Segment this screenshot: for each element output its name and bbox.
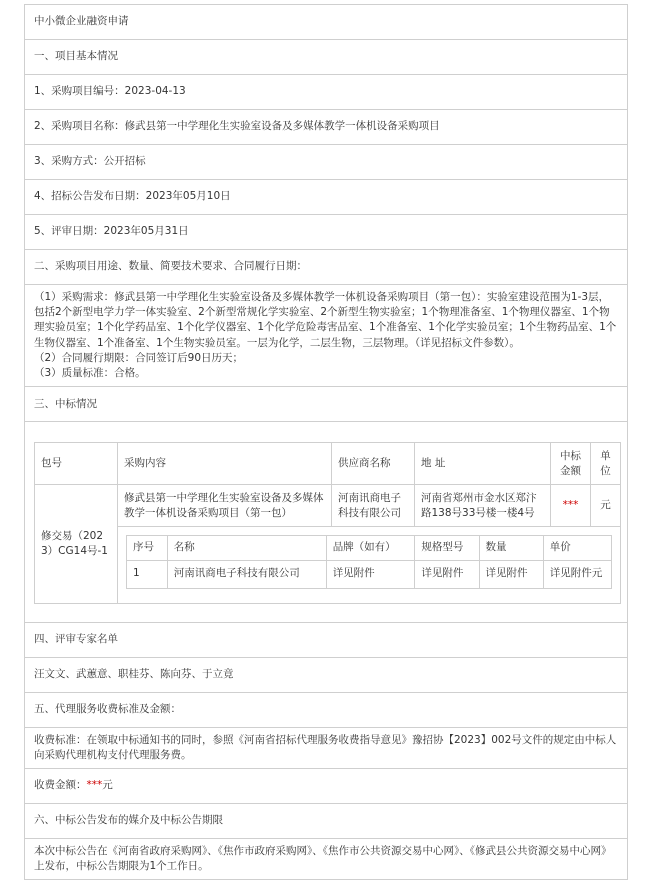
- fee-standard: 收费标准：在领取中标通知书的同时，参照《河南省招标代理服务收费指导意见》豫招协【2023】002号文件的规定由中标人向采购代理机构支付代理服务费。: [25, 727, 628, 768]
- expert-names: 汪文文、武蕙意、职桂芬、陈向芬、于立竟: [25, 657, 628, 692]
- section-3-heading: 三、中标情况: [25, 387, 628, 422]
- header-package: 包号: [35, 443, 118, 485]
- detail-header-model: 规格型号: [415, 536, 479, 560]
- header-address: 地 址: [415, 443, 551, 485]
- project-number: 1、采购项目编号：2023-04-13: [25, 75, 628, 110]
- requirements-paragraph: （1）采购需求：修武县第一中学理化生实验室设备及多媒体教学一体机设备采购项目（第一包）：实验室建设范围为1-3层，包括2个新型电学力学一体实验室、2个新型常规化学实验室、2个新型生物实验室；1个物理准备室、1个物理仪器室、1个物理实验员室；1个化学药品室、1个化学仪器室、1个化学危险毒害品室、1个准备室、1个化学实验员室；1个生物药品室、1个生物仪器室、1个准备室、1个生物实验员室。一层为化学，二层生物，三层物理。（详见招标文件参数）。: [34, 291, 617, 349]
- fee-amount-label: 收费金额：: [34, 779, 87, 792]
- detail-qty: 详见附件: [479, 560, 543, 588]
- fee-amount-value: ***: [86, 779, 103, 792]
- section-2-heading: 二、采购项目用途、数量、简要技术要求、合同履行日期：: [25, 250, 628, 285]
- header-unit: 单位: [591, 443, 621, 485]
- document-title: 中小微企业融资申请: [25, 5, 628, 40]
- detail-header-price: 单价: [543, 536, 611, 560]
- award-header-row: [35, 443, 621, 485]
- detail-brand: 详见附件: [326, 560, 415, 588]
- detail-cell: [118, 527, 621, 603]
- section-1-heading: 一、项目基本情况: [25, 40, 628, 75]
- header-amount: 中标金额: [551, 443, 591, 485]
- package-number: 修交易（2023）CG14号-1: [35, 485, 118, 603]
- announcement-page: [24, 4, 628, 880]
- detail-no: 1: [127, 560, 168, 588]
- award-detail-row: [35, 527, 621, 603]
- detail-header-row: [127, 536, 612, 560]
- award-content: 修武县第一中学理化生实验室设备及多媒体教学一体机设备采购项目（第一包）: [118, 485, 332, 527]
- review-date: 5、评审日期：2023年05月31日: [25, 215, 628, 250]
- project-name: 2、采购项目名称：修武县第一中学理化生实验室设备及多媒体教学一体机设备采购项目: [25, 110, 628, 145]
- detail-price: 详见附件元: [543, 560, 611, 588]
- publication-media: 本次中标公告在《河南省政府采购网》、《焦作市政府采购网》、《焦作市公共资源交易中心网》、《修武县公共资源交易中心网》上发布，中标公告期限为1个工作日。: [25, 838, 628, 879]
- section-4-heading: 四、评审专家名单: [25, 622, 628, 657]
- award-data-row: [35, 485, 621, 527]
- section-5-heading: 五、代理服务收费标准及金额：: [25, 692, 628, 727]
- detail-header-qty: 数量: [479, 536, 543, 560]
- header-content: 采购内容: [118, 443, 332, 485]
- contract-period: （2）合同履行期限：合同签订后90日历天；: [34, 351, 244, 364]
- award-table: [34, 442, 621, 603]
- tender-publish-date: 4、招标公告发布日期：2023年05月10日: [25, 180, 628, 215]
- quality-standard: （3）质量标准：合格。: [34, 367, 146, 380]
- fee-amount-unit: 元: [102, 779, 113, 792]
- award-amount: ***: [551, 485, 591, 527]
- announcement-table: [24, 4, 628, 880]
- requirements-block: [25, 285, 628, 387]
- detail-header-no: 序号: [127, 536, 168, 560]
- detail-table: [126, 535, 612, 588]
- procurement-method: 3、采购方式：公开招标: [25, 145, 628, 180]
- header-supplier: 供应商名称: [332, 443, 415, 485]
- fee-amount-row: [25, 768, 628, 803]
- detail-model: 详见附件: [415, 560, 479, 588]
- award-cell: [25, 422, 628, 622]
- detail-row: [127, 560, 612, 588]
- detail-header-name: 名称: [167, 536, 326, 560]
- supplier-name: 河南讯商电子科技有限公司: [332, 485, 415, 527]
- award-unit: 元: [591, 485, 621, 527]
- detail-header-brand: 品牌（如有）: [326, 536, 415, 560]
- detail-name: 河南讯商电子科技有限公司: [167, 560, 326, 588]
- supplier-address: 河南省郑州市金水区郑汴路138号33号楼一楼4号: [415, 485, 551, 527]
- section-6-heading: 六、中标公告发布的媒介及中标公告期限: [25, 803, 628, 838]
